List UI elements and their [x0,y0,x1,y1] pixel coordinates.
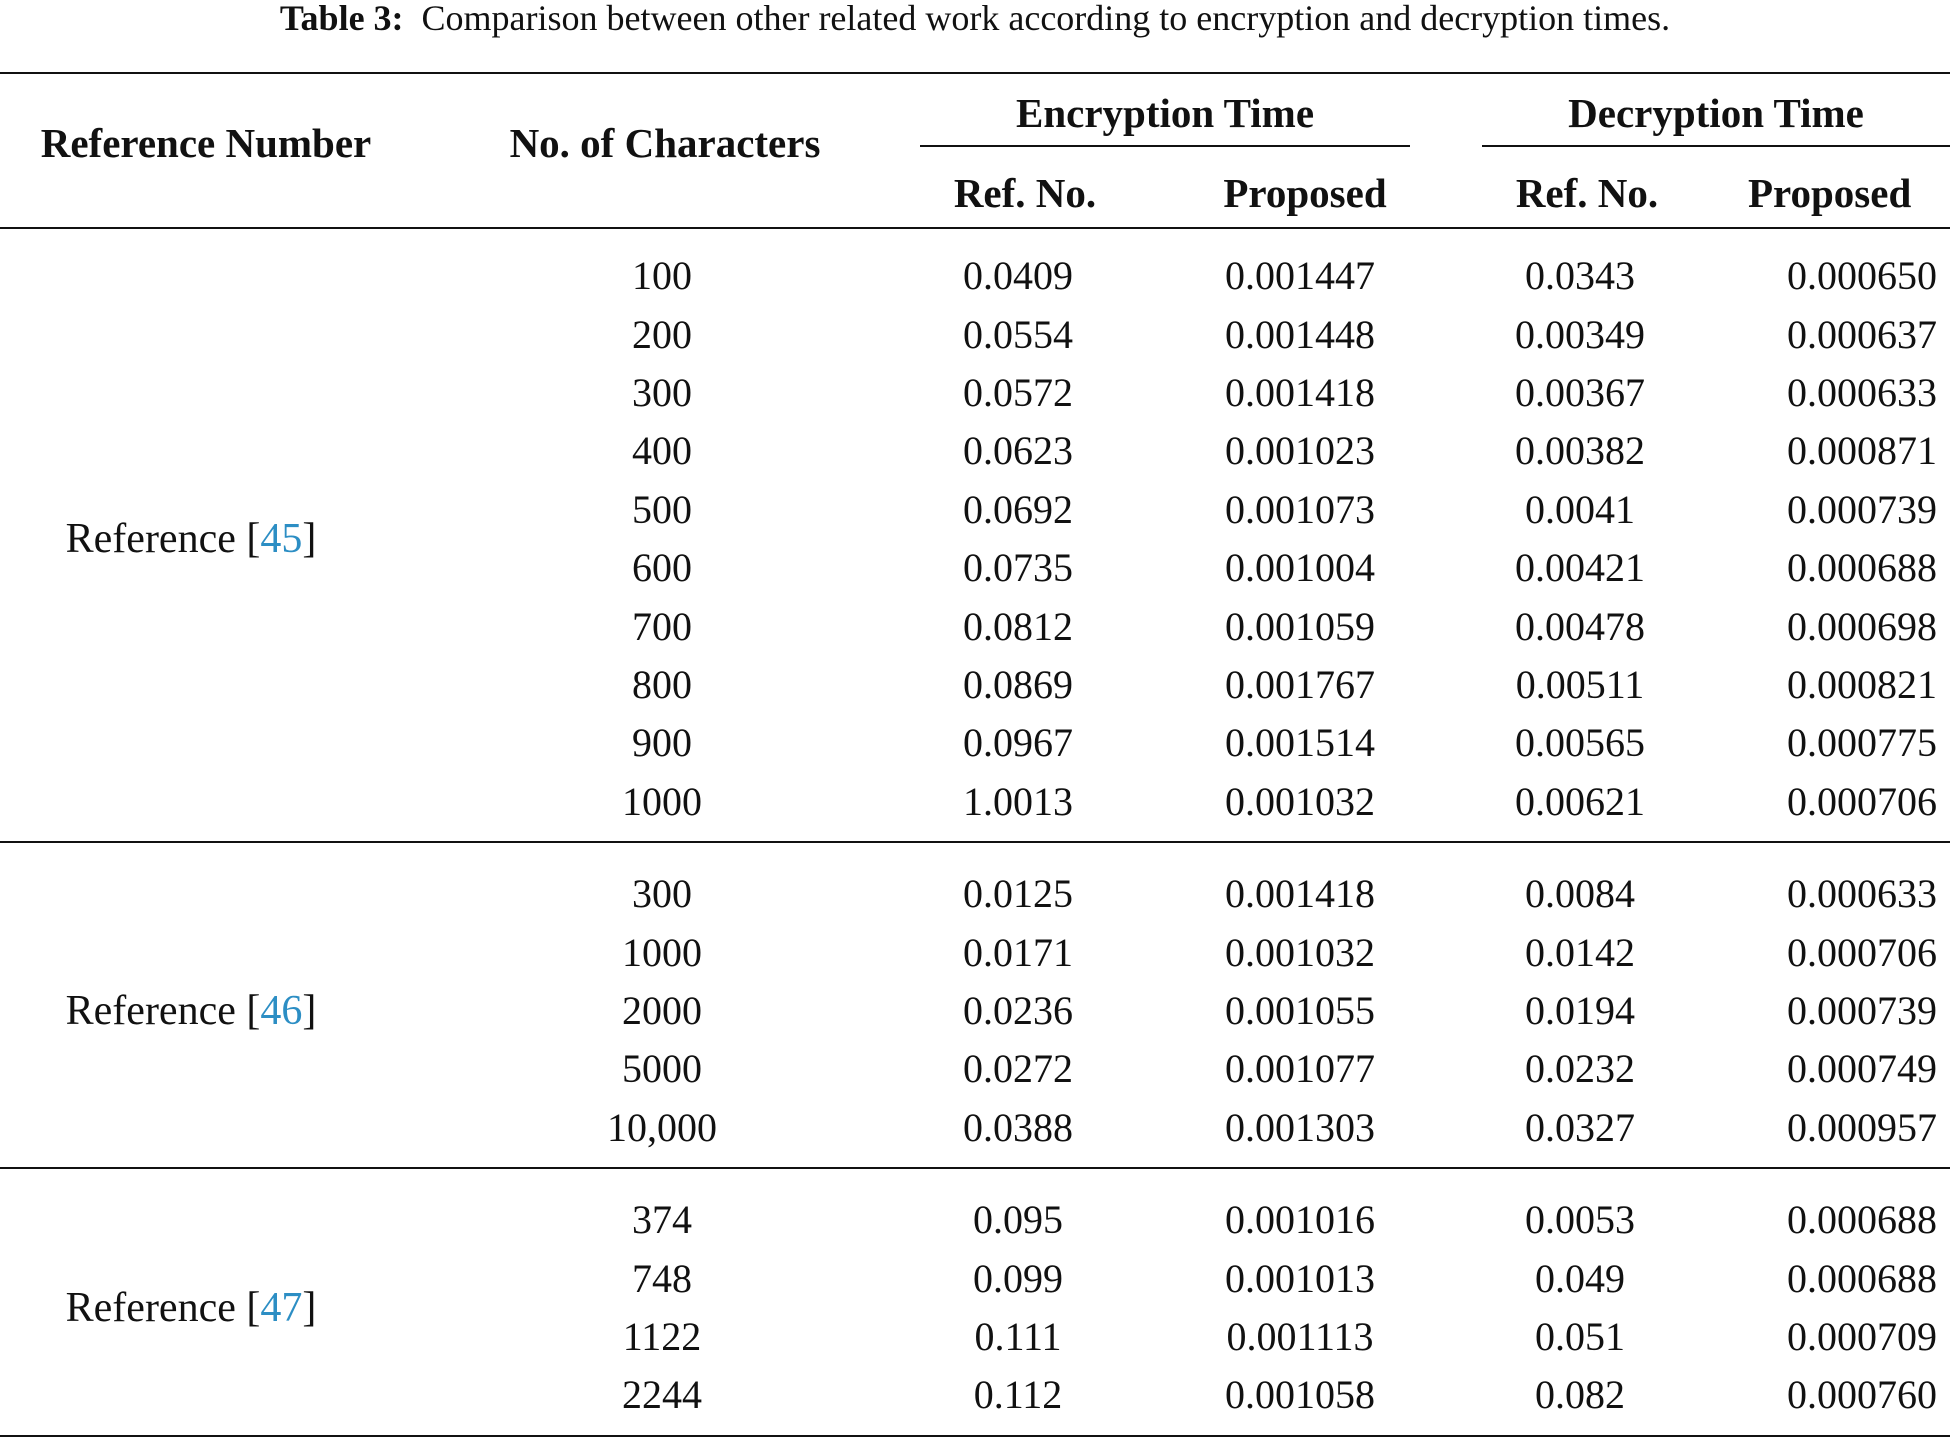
characters-cell: 600 [632,545,692,591]
characters-cell: 200 [632,311,692,357]
decryption-ref-cell: 0.00621 [1515,778,1645,824]
encryption-ref-cell: 0.0692 [963,486,1073,532]
decryption-ref-cell: 0.082 [1535,1372,1625,1418]
header-decryption-ref-no: Ref. No. [1515,170,1659,216]
characters-cell: 1000 [622,778,702,824]
reference-label-suffix: ] [302,988,317,1034]
header-encryption-proposed: Proposed [1223,170,1387,216]
characters-cell: 1000 [622,929,702,975]
encryption-proposed-cell: 0.001004 [1225,545,1375,591]
encryption-proposed-cell: 0.001767 [1225,662,1375,707]
characters-cell: 100 [632,253,692,299]
decryption-ref-cell: 0.0084 [1525,871,1635,917]
decryption-ref-cell: 0.0053 [1525,1197,1635,1243]
decryption-ref-cell: 0.0194 [1525,988,1635,1033]
decryption-ref-cell: 0.00565 [1515,720,1645,766]
encryption-ref-cell: 0.112 [973,1372,1063,1418]
encryption-ref-cell: 0.0409 [963,253,1073,299]
characters-cell: 1122 [622,1314,702,1359]
table-caption-text: Comparison between other related work according to encryption and decryption times. [421,0,1671,38]
decryption-time-underline [1482,145,1950,147]
encryption-ref-cell: 0.0125 [963,871,1073,917]
characters-cell: 500 [632,486,692,532]
encryption-ref-cell: 0.0869 [963,662,1073,707]
characters-cell: 900 [632,720,692,766]
encryption-ref-cell: 0.095 [973,1197,1063,1243]
encryption-proposed-cell: 0.001514 [1225,720,1375,766]
decryption-ref-cell: 0.0327 [1525,1104,1635,1150]
decryption-proposed-cell: 0.000739 [1787,486,1937,532]
characters-cell: 748 [632,1255,692,1301]
decryption-proposed-cell: 0.000698 [1787,603,1937,649]
decryption-ref-cell: 0.0343 [1525,253,1635,299]
encryption-proposed-cell: 0.001418 [1225,871,1375,917]
encryption-proposed-cell: 0.001032 [1225,778,1375,824]
encryption-ref-cell: 0.0272 [963,1046,1073,1092]
encryption-proposed-cell: 0.001448 [1225,311,1375,357]
decryption-ref-cell: 0.00511 [1515,662,1645,707]
decryption-ref-cell: 0.0232 [1525,1046,1635,1092]
decryption-ref-cell: 0.00478 [1515,603,1645,649]
characters-cell: 400 [632,428,692,474]
decryption-proposed-cell: 0.000739 [1787,988,1937,1033]
encryption-proposed-cell: 0.001447 [1225,253,1375,299]
decryption-proposed-cell: 0.000760 [1787,1372,1937,1418]
characters-cell: 700 [632,603,692,649]
encryption-proposed-cell: 0.001113 [1226,1314,1374,1359]
header-encryption-time: Encryption Time [1015,90,1315,136]
decryption-ref-cell: 0.00382 [1515,428,1645,474]
encryption-proposed-cell: 0.001016 [1225,1197,1375,1243]
header-reference-number: Reference Number [40,120,372,166]
encryption-ref-cell: 0.0735 [963,545,1073,591]
decryption-proposed-cell: 0.000706 [1787,778,1937,824]
characters-cell: 2000 [622,988,702,1033]
encryption-ref-cell: 0.0967 [963,720,1073,766]
encryption-proposed-cell: 0.001303 [1225,1104,1375,1150]
reference-label [0,990,382,1032]
characters-cell: 10,000 [607,1104,717,1150]
header-encryption-ref-no: Ref. No. [953,170,1097,216]
encryption-time-underline [920,145,1410,147]
table-caption-label: Table 3: [279,0,404,38]
encryption-proposed-cell: 0.001059 [1225,603,1375,649]
characters-cell: 2244 [622,1372,702,1418]
decryption-proposed-cell: 0.000775 [1787,720,1937,766]
decryption-ref-cell: 0.00349 [1515,311,1645,357]
encryption-ref-cell: 0.0554 [963,311,1073,357]
decryption-proposed-cell: 0.000957 [1787,1104,1937,1150]
decryption-proposed-cell: 0.000637 [1787,311,1937,357]
encryption-proposed-cell: 0.001073 [1225,486,1375,532]
header-decryption-proposed: Proposed [1748,170,1912,216]
encryption-ref-cell: 0.0623 [963,428,1073,474]
decryption-ref-cell: 0.00367 [1515,370,1645,415]
decryption-ref-cell: 0.00421 [1515,545,1645,591]
encryption-proposed-cell: 0.001013 [1225,1255,1375,1301]
decryption-ref-cell: 0.051 [1535,1314,1625,1359]
reference-label-prefix: Reference [ [65,516,261,562]
encryption-proposed-cell: 0.001077 [1225,1046,1375,1092]
encryption-ref-cell: 0.111 [974,1314,1062,1359]
decryption-ref-cell: 0.0041 [1525,486,1635,532]
reference-label [0,1284,382,1331]
decryption-proposed-cell: 0.000688 [1787,1255,1937,1301]
encryption-proposed-cell: 0.001032 [1225,929,1375,975]
citation-link[interactable]: 45 [260,516,303,562]
reference-label-suffix: ] [302,516,317,562]
encryption-ref-cell: 0.0572 [963,370,1073,415]
characters-cell: 300 [632,370,692,415]
decryption-proposed-cell: 0.000633 [1787,871,1937,917]
group-separator-rule [0,841,1950,843]
decryption-ref-cell: 0.049 [1535,1255,1625,1301]
decryption-proposed-cell: 0.000650 [1787,253,1937,299]
encryption-ref-cell: 0.0236 [963,988,1073,1033]
characters-cell: 374 [632,1197,692,1243]
encryption-ref-cell: 0.0812 [963,603,1073,649]
encryption-proposed-cell: 0.001055 [1225,988,1375,1033]
decryption-proposed-cell: 0.000709 [1787,1314,1937,1359]
reference-label-prefix: Reference [ [65,1284,261,1331]
citation-link[interactable]: 47 [260,1284,303,1331]
header-no-of-characters: No. of Characters [509,120,821,166]
characters-cell: 300 [632,871,692,917]
decryption-proposed-cell: 0.000688 [1787,545,1937,591]
decryption-proposed-cell: 0.000633 [1787,370,1937,415]
citation-link[interactable]: 46 [260,988,303,1034]
characters-cell: 5000 [622,1046,702,1092]
table-caption [0,0,1950,36]
characters-cell: 800 [632,662,692,707]
decryption-ref-cell: 0.0142 [1525,929,1635,975]
decryption-proposed-cell: 0.000821 [1787,662,1937,707]
decryption-proposed-cell: 0.000749 [1787,1046,1937,1092]
encryption-ref-cell: 0.0388 [963,1104,1073,1150]
header-decryption-time: Decryption Time [1568,90,1864,136]
encryption-ref-cell: 0.099 [973,1255,1063,1301]
reference-label-suffix: ] [302,1284,317,1331]
encryption-ref-cell: 1.0013 [963,778,1073,824]
reference-label-prefix: Reference [ [65,988,261,1034]
reference-label [0,518,382,560]
encryption-proposed-cell: 0.001023 [1225,428,1375,474]
encryption-ref-cell: 0.0171 [963,929,1073,975]
encryption-proposed-cell: 0.001058 [1225,1372,1375,1418]
table-bottom-rule [0,1435,1950,1437]
decryption-proposed-cell: 0.000688 [1787,1197,1937,1243]
decryption-proposed-cell: 0.000706 [1787,929,1937,975]
decryption-proposed-cell: 0.000871 [1787,428,1937,474]
table-header-rule [0,227,1950,229]
table-top-rule [0,72,1950,74]
group-separator-rule [0,1167,1950,1169]
encryption-proposed-cell: 0.001418 [1225,370,1375,415]
